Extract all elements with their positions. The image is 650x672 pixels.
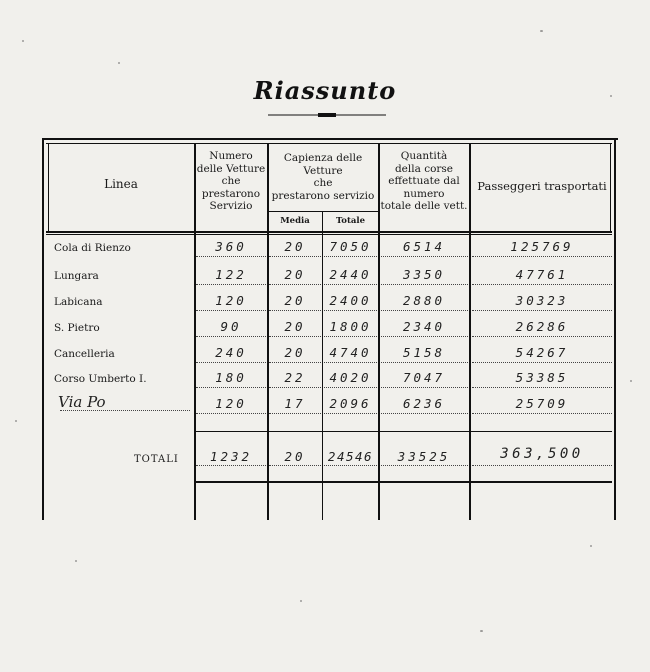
paper-speck: [480, 630, 483, 632]
cell-passeggeri: 54267: [515, 345, 569, 360]
cell-media: 20: [284, 345, 306, 360]
totals-label: TOTALI: [134, 454, 179, 465]
dotted-guide: [60, 410, 190, 411]
dotted-guide: [196, 362, 266, 363]
title-underline-ornament: [268, 113, 386, 117]
cell-totale: 2400: [329, 293, 372, 308]
dotted-guide: [472, 387, 612, 388]
subheader-rule: [268, 211, 378, 212]
row-label: Corso Umberto I.: [54, 373, 147, 385]
total-totale: 24546: [327, 449, 374, 464]
dotted-guide: [196, 387, 266, 388]
total-media: 20: [284, 449, 306, 464]
header-numero: Numero delle Vetture che prestarono Servizio: [196, 150, 266, 212]
dotted-guide: [324, 362, 377, 363]
dotted-guide: [269, 336, 321, 337]
dotted-guide: [269, 256, 321, 257]
cell-passeggeri: 125769: [510, 239, 574, 254]
cell-numero: 180: [215, 370, 247, 385]
cell-passeggeri: 25709: [515, 396, 569, 411]
dotted-guide: [324, 387, 377, 388]
dotted-guide: [324, 310, 377, 311]
cell-totale: 2440: [329, 267, 372, 282]
row-label: Lungara: [54, 270, 99, 282]
dotted-guide: [472, 310, 612, 311]
cell-quantita: 5158: [402, 345, 446, 360]
header-capienza: Capienza delle Vetture che prestarono servizio: [271, 152, 375, 202]
dotted-guide: [381, 310, 468, 311]
paper-speck: [15, 420, 17, 422]
dotted-guide: [269, 362, 321, 363]
dotted-guide: [324, 336, 377, 337]
header-totale: Totale: [335, 216, 366, 226]
cell-passeggeri: 26286: [515, 319, 569, 334]
paper-speck: [22, 40, 24, 42]
row-label: Cancelleria: [54, 348, 115, 360]
dotted-guide: [196, 310, 266, 311]
cell-passeggeri: 47761: [515, 267, 569, 282]
cell-media: 20: [284, 239, 306, 254]
dotted-guide: [472, 362, 612, 363]
header-passeggeri: Passeggeri trasportati: [477, 179, 607, 193]
dotted-guide: [269, 387, 321, 388]
total-quantita: 33525: [397, 449, 451, 464]
table-left-inner-border: [48, 143, 49, 233]
dotted-guide: [381, 256, 468, 257]
cell-quantita: 2340: [402, 319, 446, 334]
paper-speck: [300, 600, 302, 602]
dotted-guide: [381, 465, 468, 466]
cell-passeggeri: 30323: [515, 293, 569, 308]
cell-media: 22: [284, 370, 306, 385]
dotted-guide: [269, 465, 321, 466]
dotted-guide: [324, 256, 377, 257]
cell-totale: 4740: [329, 345, 372, 360]
cell-numero: 90: [220, 319, 242, 334]
row-label: S. Pietro: [54, 322, 100, 334]
cell-media: 20: [284, 293, 306, 308]
cell-totale: 2096: [329, 396, 372, 411]
total-numero: 1232: [209, 449, 253, 464]
totals-bottom-rule: [194, 481, 612, 483]
table-left-border: [42, 138, 44, 520]
paper-speck: [118, 62, 120, 64]
row-label: Cola di Rienzo: [54, 242, 131, 254]
dotted-guide: [381, 362, 468, 363]
dotted-guide: [269, 413, 321, 414]
dotted-guide: [196, 284, 266, 285]
table-inner-top-border: [46, 143, 612, 144]
totals-top-rule: [194, 431, 612, 432]
column-divider: [322, 211, 323, 520]
cell-quantita: 6236: [402, 396, 446, 411]
cell-passeggeri: 53385: [515, 370, 569, 385]
dotted-guide: [196, 256, 266, 257]
cell-quantita: 2880: [402, 293, 446, 308]
dotted-guide: [269, 310, 321, 311]
dotted-guide: [381, 413, 468, 414]
cell-quantita: 6514: [402, 239, 446, 254]
cell-numero: 240: [215, 345, 247, 360]
cell-media: 17: [284, 396, 306, 411]
dotted-guide: [381, 284, 468, 285]
cell-quantita: 7047: [402, 370, 446, 385]
dotted-guide: [472, 465, 612, 466]
header-bottom-rule: [46, 231, 612, 233]
dotted-guide: [324, 284, 377, 285]
paper-speck: [540, 30, 543, 32]
row-label: Labicana: [54, 296, 103, 308]
dotted-guide: [472, 284, 612, 285]
dotted-guide: [196, 336, 266, 337]
cell-media: 20: [284, 319, 306, 334]
cell-numero: 120: [215, 293, 247, 308]
row-label-handwritten: Via Po: [58, 393, 106, 411]
dotted-guide: [472, 336, 612, 337]
cell-totale: 7050: [329, 239, 372, 254]
dotted-guide: [324, 413, 377, 414]
header-bottom-rule: [46, 234, 612, 235]
total-passeggeri: 363,500: [500, 446, 584, 462]
dotted-guide: [381, 336, 468, 337]
header-linea: Linea: [104, 177, 138, 191]
paper-speck: [630, 380, 632, 382]
cell-numero: 120: [215, 396, 247, 411]
page-title: Riassunto: [253, 76, 397, 105]
table-right-border: [614, 138, 616, 520]
paper-speck: [75, 560, 77, 562]
dotted-guide: [196, 413, 266, 414]
cell-numero: 122: [215, 267, 247, 282]
paper-speck: [590, 545, 592, 547]
header-media: Media: [280, 216, 310, 226]
cell-totale: 1800: [329, 319, 372, 334]
cell-quantita: 3350: [402, 267, 446, 282]
dotted-guide: [381, 387, 468, 388]
cell-numero: 360: [215, 239, 247, 254]
dotted-guide: [324, 465, 377, 466]
dotted-guide: [472, 256, 612, 257]
header-quantita: Quantità della corse effettuate dal numero totale delle vett.: [380, 150, 468, 212]
dotted-guide: [269, 284, 321, 285]
cell-media: 20: [284, 267, 306, 282]
dotted-guide: [472, 413, 612, 414]
dotted-guide: [196, 465, 266, 466]
cell-totale: 4020: [329, 370, 372, 385]
